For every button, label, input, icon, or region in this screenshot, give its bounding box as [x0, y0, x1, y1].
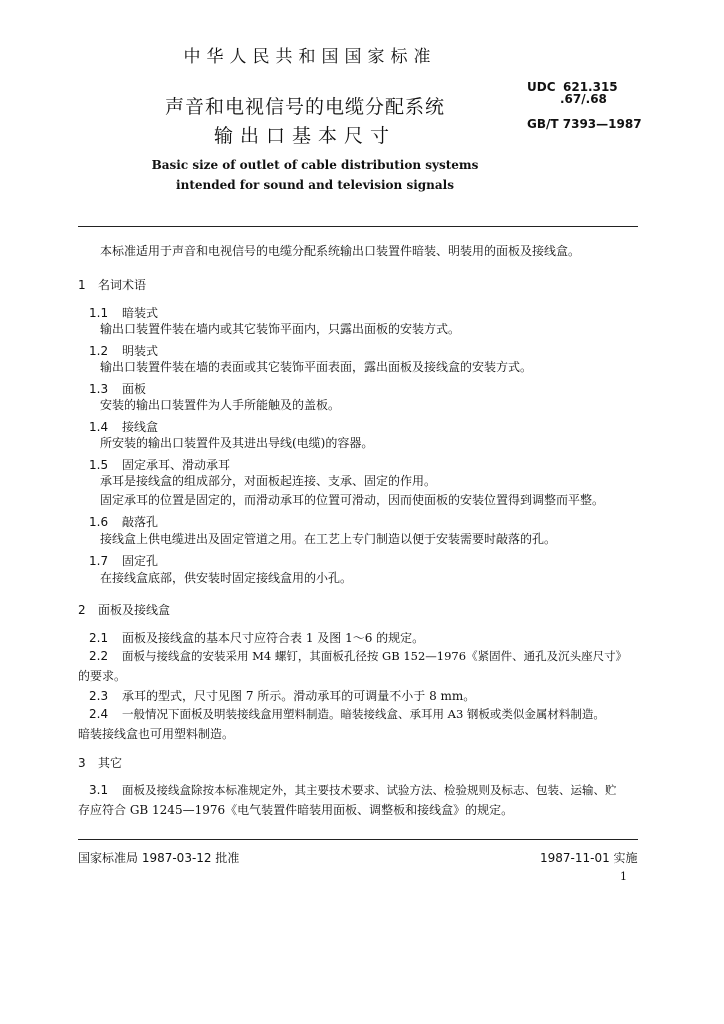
clause-1-5-heading [89, 456, 230, 473]
implementation-date: 1987-11-01 实施 [540, 851, 638, 865]
clause-1-3-text: 安装的输出口装置件为人手所能触及的盖板。 [100, 398, 341, 412]
section-number: 1 [78, 278, 86, 292]
clause-number: 2.2 [89, 649, 109, 663]
clause-2-4-continued: 暗装接线盒也可用塑料制造。 [78, 727, 235, 741]
clause-title: 固定孔 [122, 554, 159, 568]
clause-title: 面板 [122, 382, 147, 396]
title-en-line1: Basic size of outlet of cable distribution systems [151, 158, 479, 172]
clause-3-1-continued: 存应符合 GB 1245—1976《电气装置件暗装用面板、调整板和接线盒》的规定。 [78, 803, 514, 817]
title-zh-line1: 声音和电视信号的电缆分配系统 [164, 96, 445, 118]
clause-number: 3.1 [89, 783, 109, 797]
section-1-heading [78, 276, 146, 293]
section-3-heading [78, 754, 122, 771]
clause-2-2 [89, 648, 627, 664]
section-2-heading [78, 601, 170, 618]
bottom-divider [78, 839, 638, 840]
udc-value-2: .67/.68 [560, 92, 607, 106]
udc-value-1: 621.315 [563, 80, 618, 94]
intro-paragraph: 本标准适用于声音和电视信号的电缆分配系统输出口装置件暗装、明装用的面板及接线盒。 [100, 244, 581, 258]
section-number: 2 [78, 603, 86, 617]
clause-title: 暗装式 [122, 306, 159, 320]
section-title: 其它 [98, 756, 123, 770]
udc-label: UDC [527, 80, 556, 94]
clause-1-6-text: 接线盒上供电缆进出及固定管道之用。在工艺上专门制造以便于安装需要时敲落的孔。 [100, 532, 557, 546]
approval-date: 国家标准局 1987-03-12 批准 [78, 851, 240, 865]
clause-title: 接线盒 [122, 420, 159, 434]
clause-number: 1.3 [89, 382, 109, 396]
clause-number: 1.1 [89, 306, 109, 320]
clause-title: 明装式 [122, 344, 159, 358]
clause-title: 固定承耳、滑动承耳 [122, 458, 231, 472]
title-en-line2: intended for sound and television signals [176, 178, 454, 192]
top-divider [78, 226, 638, 227]
clause-3-1 [89, 782, 617, 798]
section-title: 名词术语 [98, 278, 147, 292]
clause-1-4-heading [89, 418, 158, 435]
gb-code: GB/T 7393—1987 [527, 117, 642, 131]
clause-1-1-heading [89, 304, 158, 321]
clause-1-7-text: 在接线盒底部，供安装时固定接线盒用的小孔。 [100, 571, 353, 585]
clause-1-2-heading [89, 342, 158, 359]
section-number: 3 [78, 756, 86, 770]
clause-text: 承耳的型式，尺寸见图 7 所示。滑动承耳的可调量不小于 8 mm。 [122, 689, 476, 703]
clause-1-1-text: 输出口装置件装在墙内或其它装饰平面内，只露出面板的安装方式。 [100, 322, 461, 336]
clause-text: 面板及接线盒的基本尺寸应符合表 1 及图 1～6 的规定。 [122, 631, 425, 645]
clause-number: 2.4 [89, 707, 109, 721]
clause-text: 面板与接线盒的安装采用 M4 螺钉，其面板孔径按 GB 152—1976《紧固件、通孔及沉头座尺寸》 [122, 649, 628, 663]
clause-number: 1.5 [89, 458, 109, 472]
clause-2-3 [89, 687, 475, 704]
clause-1-4-text: 所安装的输出口装置件及其进出导线(电缆)的容器。 [100, 436, 374, 450]
page-number: 1 [620, 870, 627, 883]
title-zh-line2: 输出口基本尺寸 [213, 125, 396, 147]
clause-number: 1.7 [89, 554, 109, 568]
clause-number: 2.1 [89, 631, 109, 645]
clause-1-5-text-2: 固定承耳的位置是固定的，而滑动承耳的位置可滑动，因而使面板的安装位置得到调整而平整。 [100, 493, 605, 507]
clause-number: 1.6 [89, 515, 109, 529]
clause-2-1 [89, 629, 424, 646]
clause-2-4 [89, 706, 605, 722]
clause-number: 1.4 [89, 420, 109, 434]
clause-1-6-heading [89, 513, 158, 530]
clause-1-5-text-1: 承耳是接线盒的组成部分，对面板起连接、支承、固定的作用。 [100, 474, 437, 488]
clause-1-3-heading [89, 380, 146, 397]
clause-2-2-continued: 的要求。 [78, 669, 127, 683]
clause-number: 2.3 [89, 689, 109, 703]
clause-1-2-text: 输出口装置件装在墙的表面或其它装饰平面表面，露出面板及接线盒的安装方式。 [100, 360, 533, 374]
section-title: 面板及接线盒 [98, 603, 171, 617]
national-standard-heading: 中华人民共和国国家标准 [183, 47, 437, 67]
clause-text: 一般情况下面板及明装接线盒用塑料制造。暗装接线盒、承耳用 A3 钢板或类似金属材料制造。 [122, 707, 605, 721]
clause-title: 敲落孔 [122, 515, 159, 529]
clause-text: 面板及接线盒除按本标准规定外，其主要技术要求、试验方法、检验规则及标志、包装、运输、贮 [122, 783, 617, 797]
clause-1-7-heading [89, 552, 158, 569]
clause-number: 1.2 [89, 344, 109, 358]
